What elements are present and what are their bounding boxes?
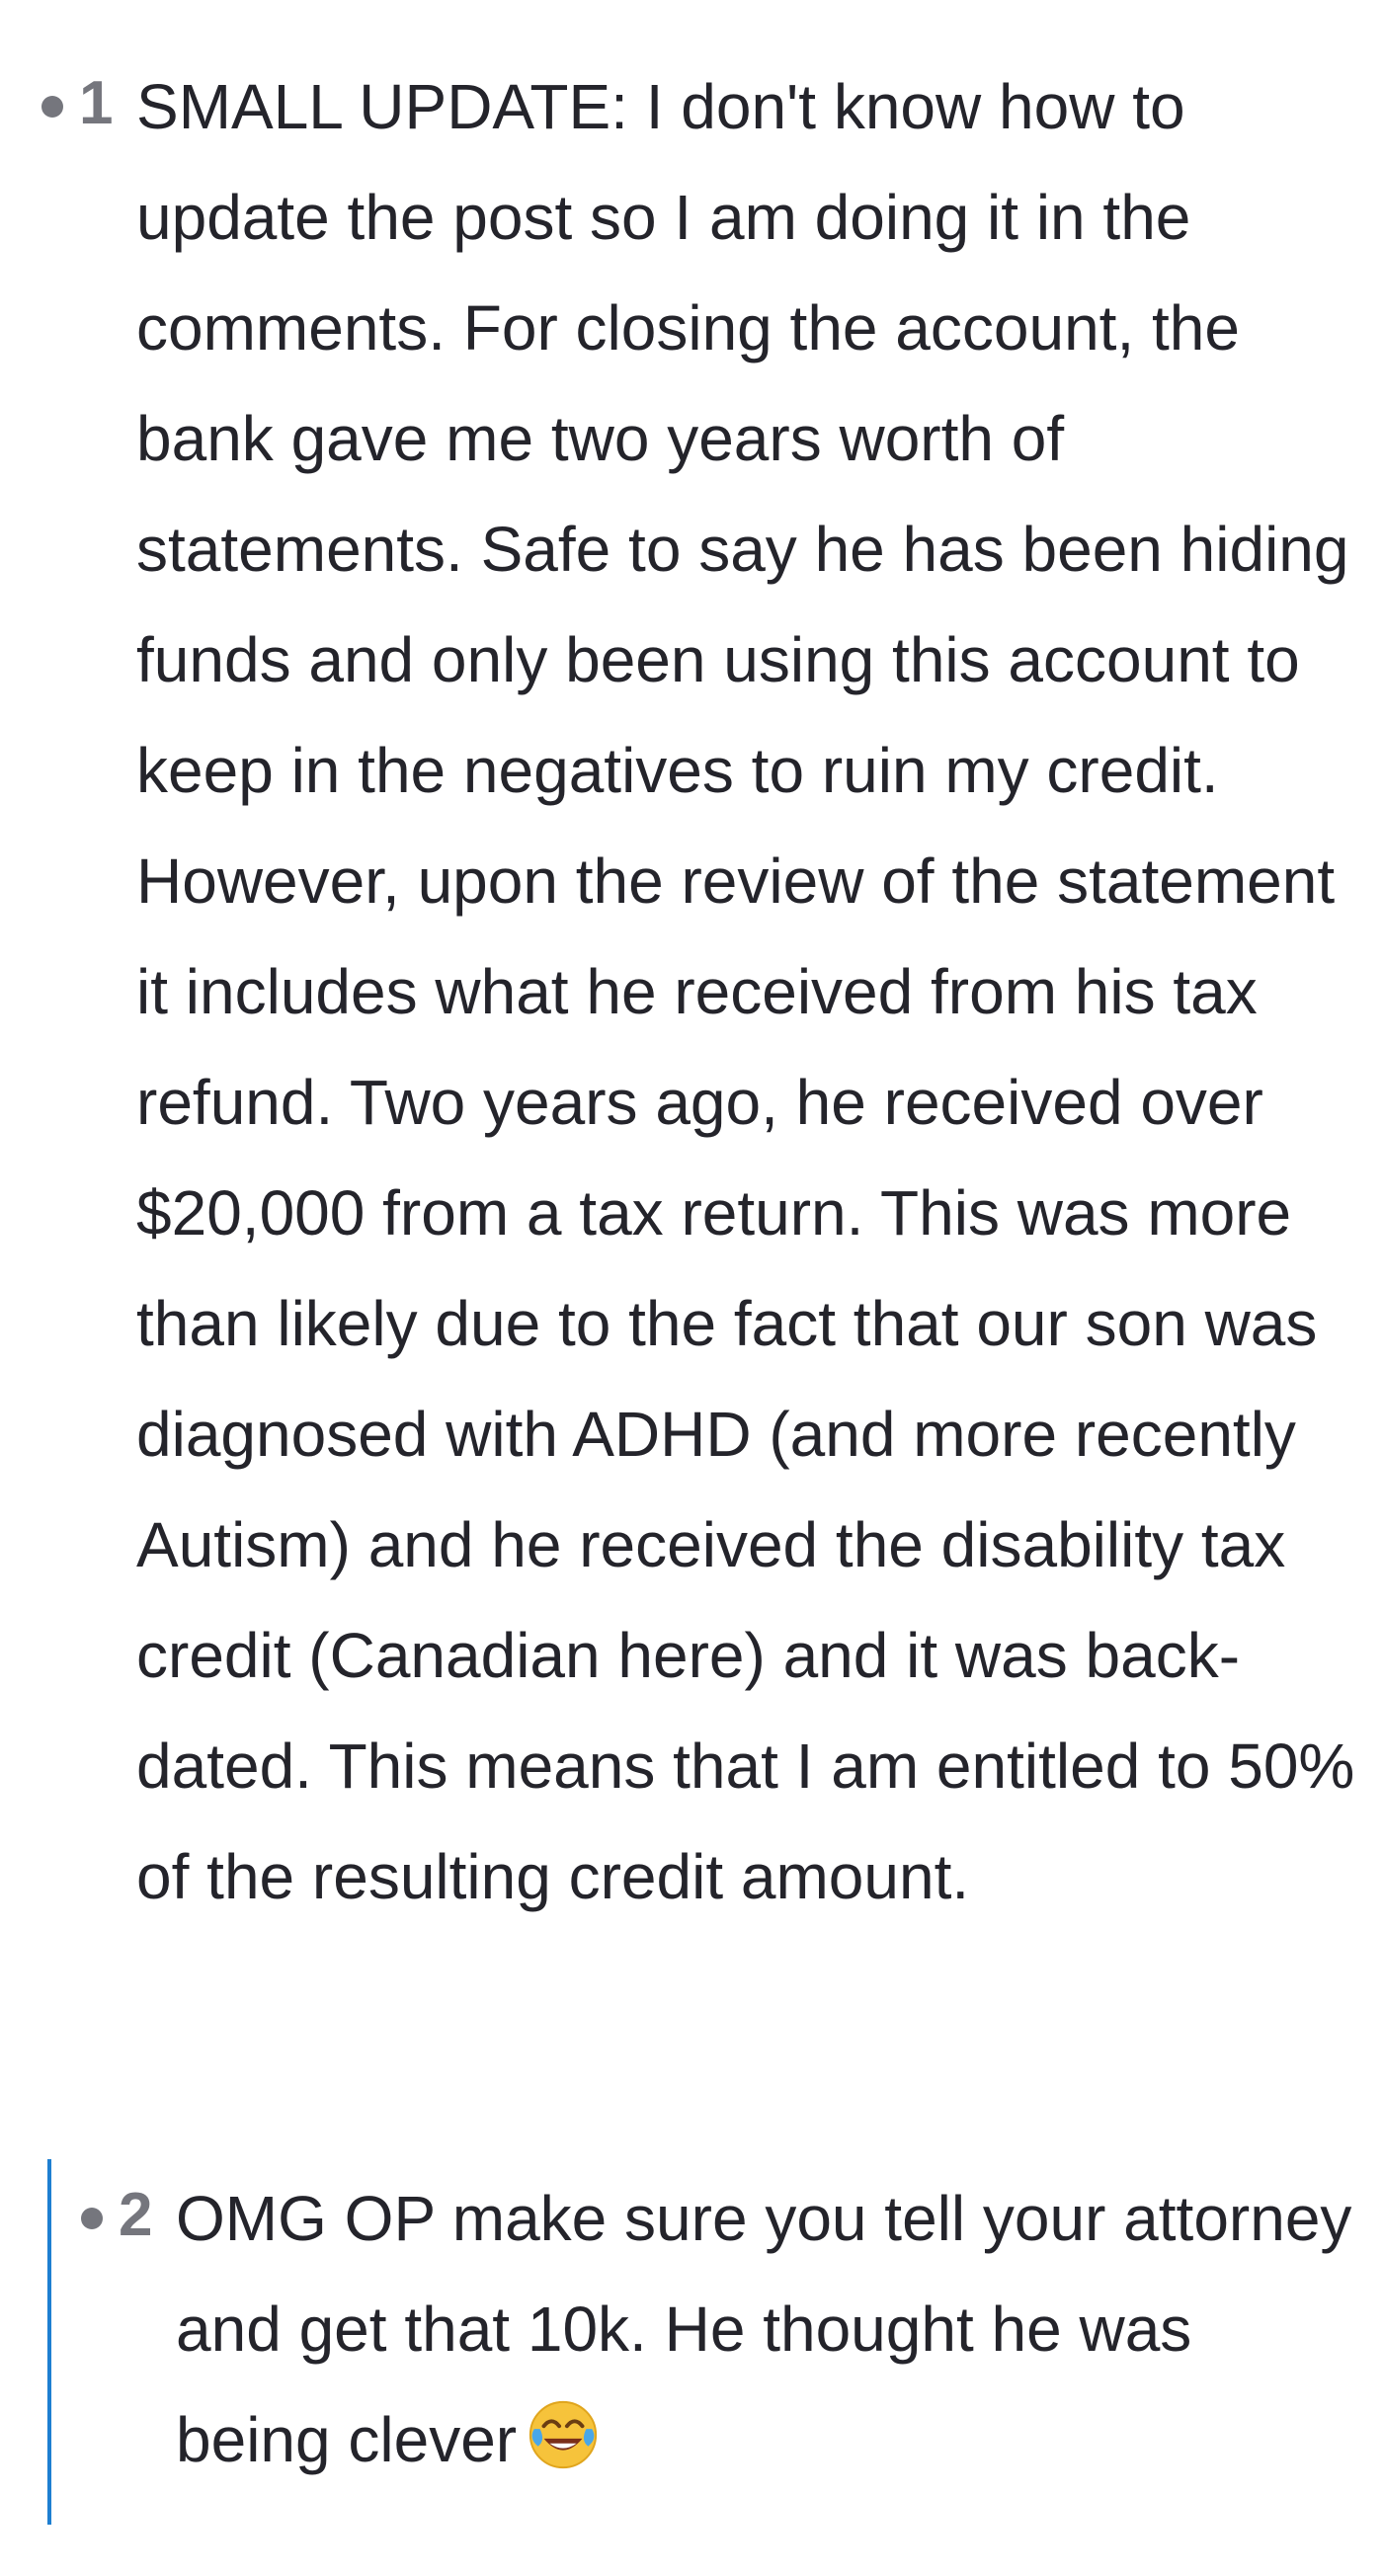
comment-2-body (176, 2163, 1355, 2495)
comment-1-meta (41, 49, 117, 158)
comment-1 (41, 51, 1355, 1932)
comment-1-body: SMALL UPDATE: I don't know how to update the post so I am doing it in the comments. For closing the account, the bank gave me two years worth of statements. Safe to say he has been hiding funds and only been using this account to keep in the negatives to ruin my credit. However, upon the review of the statement it includes what he received from his tax refund. Two years ago, he received over $20,000 from a tax return. This was more than likely due to the fact that our son was diagnosed with ADHD (and more recently Autism) and he received the disability tax credit (Canadian here) and it was back-dated. This means that I am entitled to 50% of the resulting credit amount. (136, 71, 1355, 1912)
comment-2-meta (81, 2161, 156, 2270)
comment-1-score: 1 (79, 69, 114, 137)
comment-2-text: OMG OP make sure you tell your attorney and get that 10k. He thought he was being clever (176, 2183, 1352, 2475)
bullet-icon (81, 2208, 103, 2229)
bullet-icon (41, 96, 63, 118)
comment-2 (81, 2163, 1355, 2495)
reply-thread-line[interactable] (47, 2159, 51, 2525)
face-with-tears-of-joy-icon (525, 2396, 602, 2473)
comment-2-score: 2 (119, 2181, 153, 2249)
